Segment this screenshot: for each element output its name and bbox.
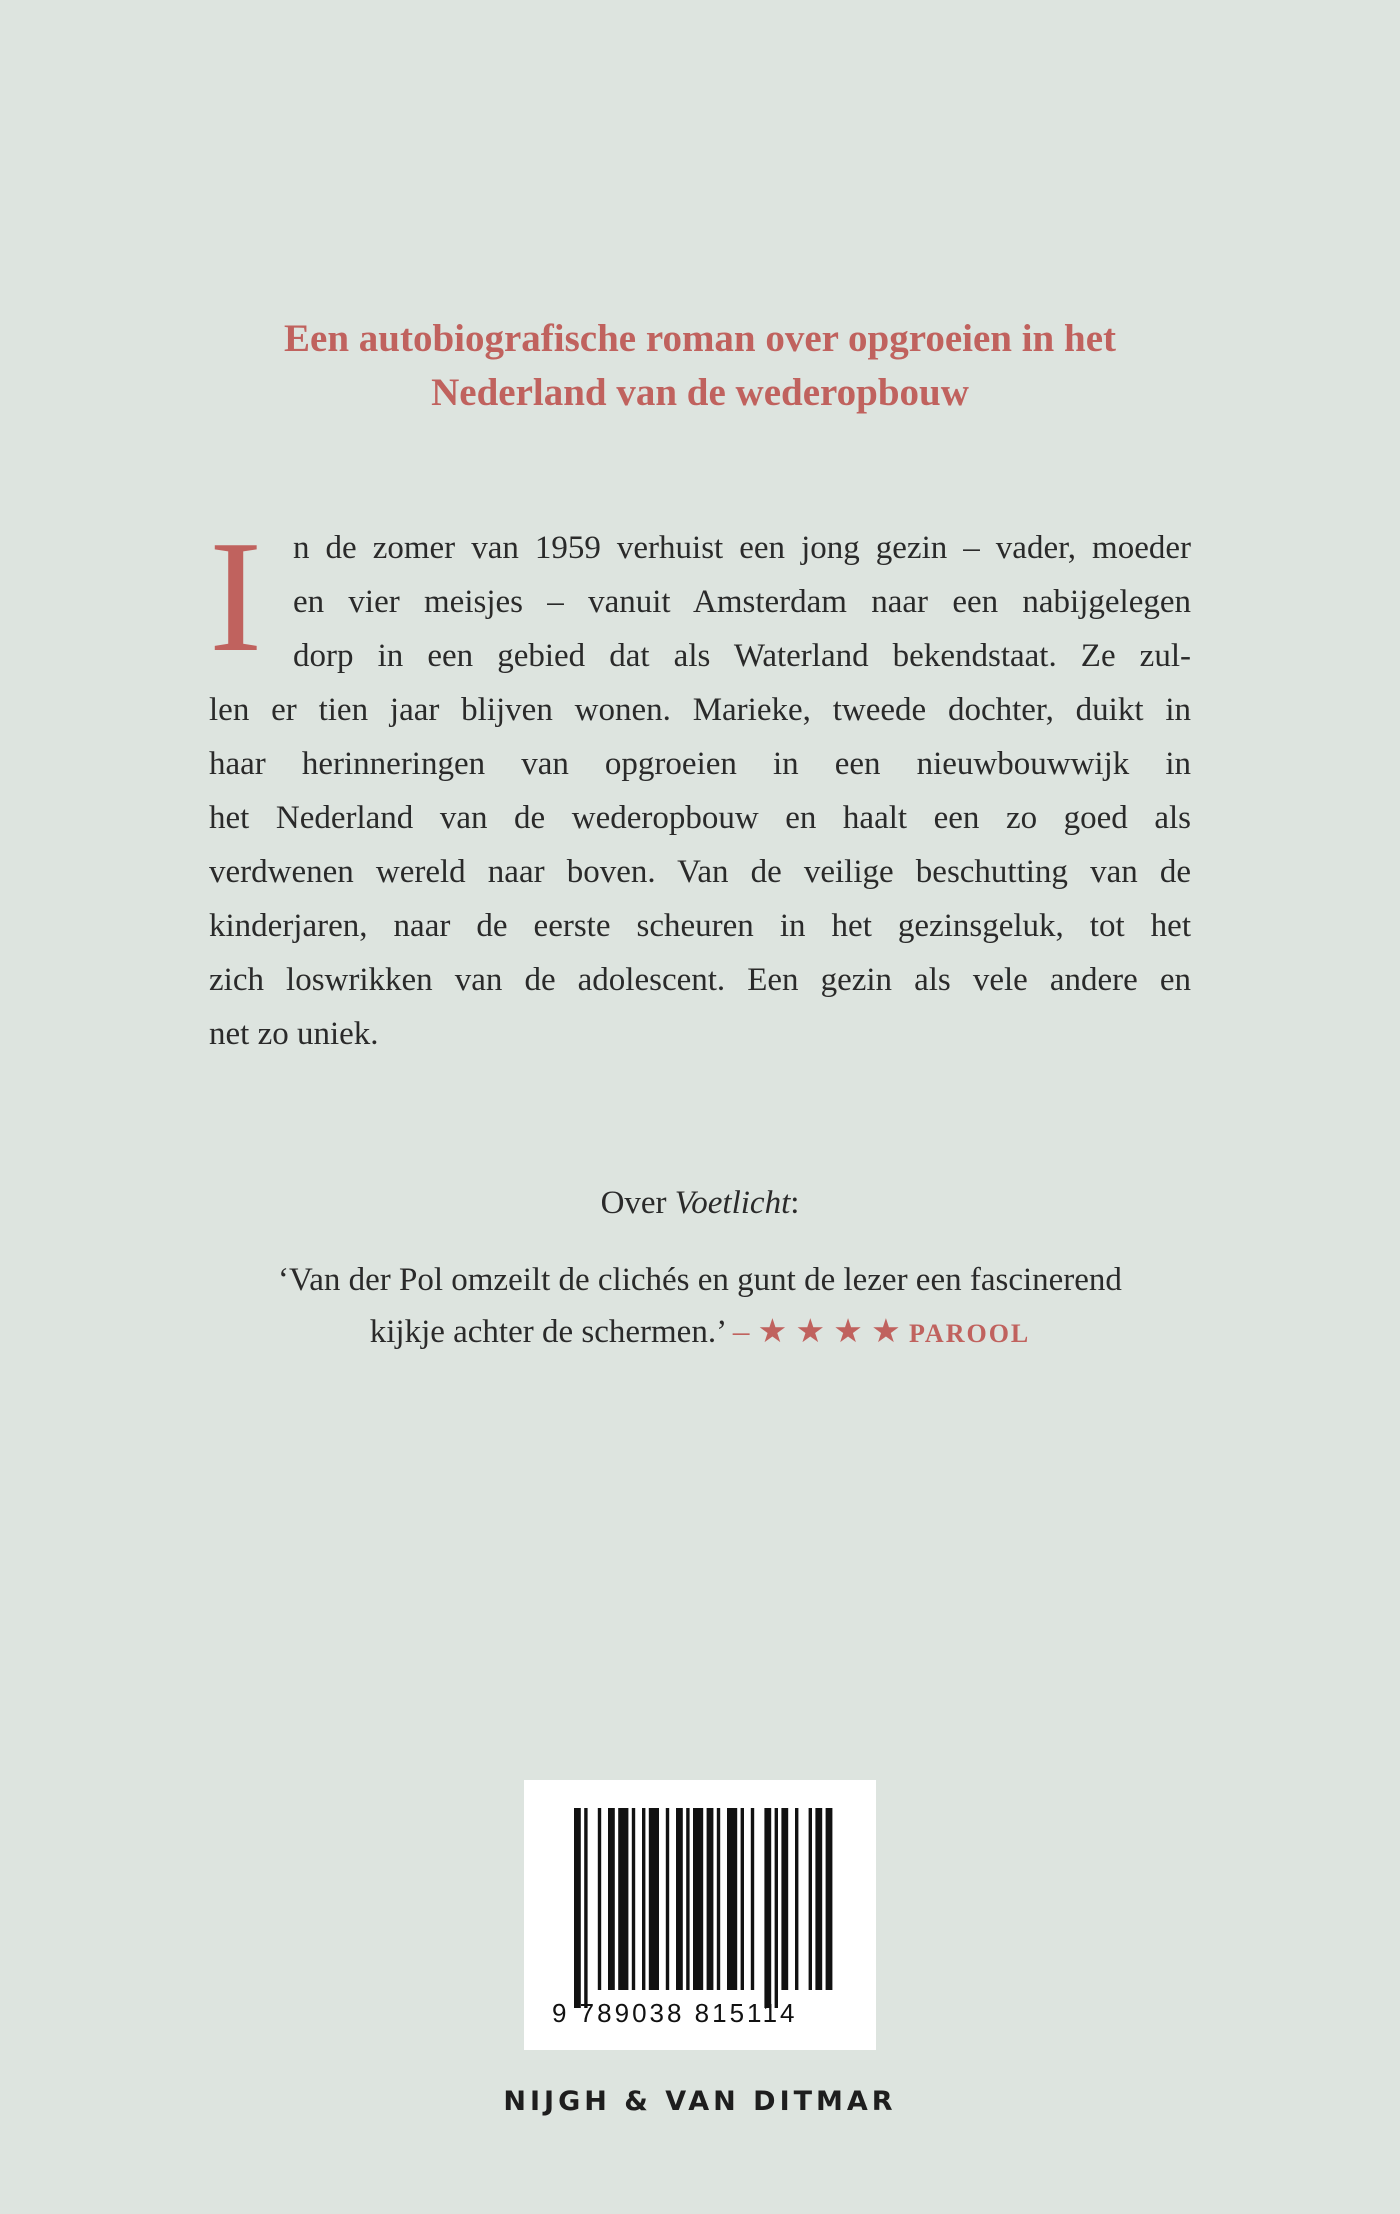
about-suffix: : (790, 1185, 800, 1221)
barcode-bar (693, 1808, 703, 1990)
barcode-bar (741, 1808, 744, 1990)
blurb-line: len er tien jaar blijven wonen. Marieke, tweede dochter, duikt in (209, 692, 1191, 728)
barcode-bar (826, 1808, 833, 1990)
blurb-line: en vier meisjes – vanuit Amsterdam naar een nabijgelegen (293, 584, 1191, 620)
blurb-line: zich loswrikken van de adolescent. Een gezin als vele andere en (209, 962, 1191, 998)
barcode-bar (795, 1808, 798, 1990)
about-prefix: Over (600, 1185, 675, 1221)
barcode-bar (809, 1808, 812, 1990)
barcode-bar (686, 1808, 689, 1990)
blurb-line: kinderjaren, naar de eerste scheuren in het gezinsgeluk, tot het (209, 908, 1191, 944)
barcode-bar (707, 1808, 714, 1990)
barcode-bar (666, 1808, 669, 1990)
quote-source: PAROOL (908, 1319, 1031, 1348)
barcode-bar (815, 1808, 822, 1990)
about-heading (200, 1178, 1200, 1228)
tagline-line-1: Een autobiografische roman over opgroeien in het (284, 317, 1116, 360)
about-book-title: Voetlicht (674, 1185, 791, 1221)
barcode-bar (642, 1808, 645, 1990)
barcode-bar (584, 1808, 587, 2008)
barcode-bar (632, 1808, 635, 1990)
quote-dash: – (724, 1314, 758, 1350)
blurb-line: verdwenen wereld naar boven. Van de veilige beschutting van de (209, 854, 1191, 890)
review-quote (170, 1254, 1230, 1360)
blurb (209, 507, 1191, 1061)
blurb-line: n de zomer van 1959 verhuist een jong gezin – vader, moeder (293, 530, 1191, 566)
publisher-name: NIJGH & VAN DITMAR (503, 2086, 897, 2117)
barcode-bar (781, 1808, 788, 1990)
quote-line-2 (170, 1306, 1230, 1360)
blurb-line: het Nederland van de wederopbouw en haalt een zo goed als (209, 800, 1191, 836)
quote-line-1: ‘Van der Pol omzeilt de clichés en gunt de lezer een fascinerend (278, 1262, 1122, 1298)
blurb-line: dorp in een gebied dat als Waterland bekendstaat. Ze zul- (293, 638, 1191, 674)
rating-stars: ★ ★ ★ ★ (757, 1314, 901, 1350)
barcode-bar (727, 1808, 737, 1990)
barcode-bar (717, 1808, 720, 1990)
tagline-line-2: Nederland van de wederopbouw (431, 371, 969, 414)
drop-cap: I (209, 507, 263, 685)
quote-text-2: kijkje achter de schermen.’ (369, 1314, 725, 1350)
barcode-bar (751, 1808, 754, 1990)
barcode-bar (649, 1808, 659, 1990)
blurb-line: haar herinneringen van opgroeien in een nieuwbouwwijk in (209, 746, 1191, 782)
tagline (200, 312, 1200, 420)
barcode-bar (764, 1808, 771, 2008)
barcode-bar (608, 1808, 615, 1990)
isbn-number: 9 789038 815114 (552, 1998, 798, 2028)
barcode-bar (618, 1808, 628, 1990)
blurb-line: net zo uniek. (209, 1016, 379, 1052)
barcode-bar (598, 1808, 601, 1990)
barcode-bar (574, 1808, 581, 2008)
barcode-bar (676, 1808, 683, 1990)
isbn-barcode (524, 1780, 876, 2050)
barcode-bar (775, 1808, 778, 2008)
